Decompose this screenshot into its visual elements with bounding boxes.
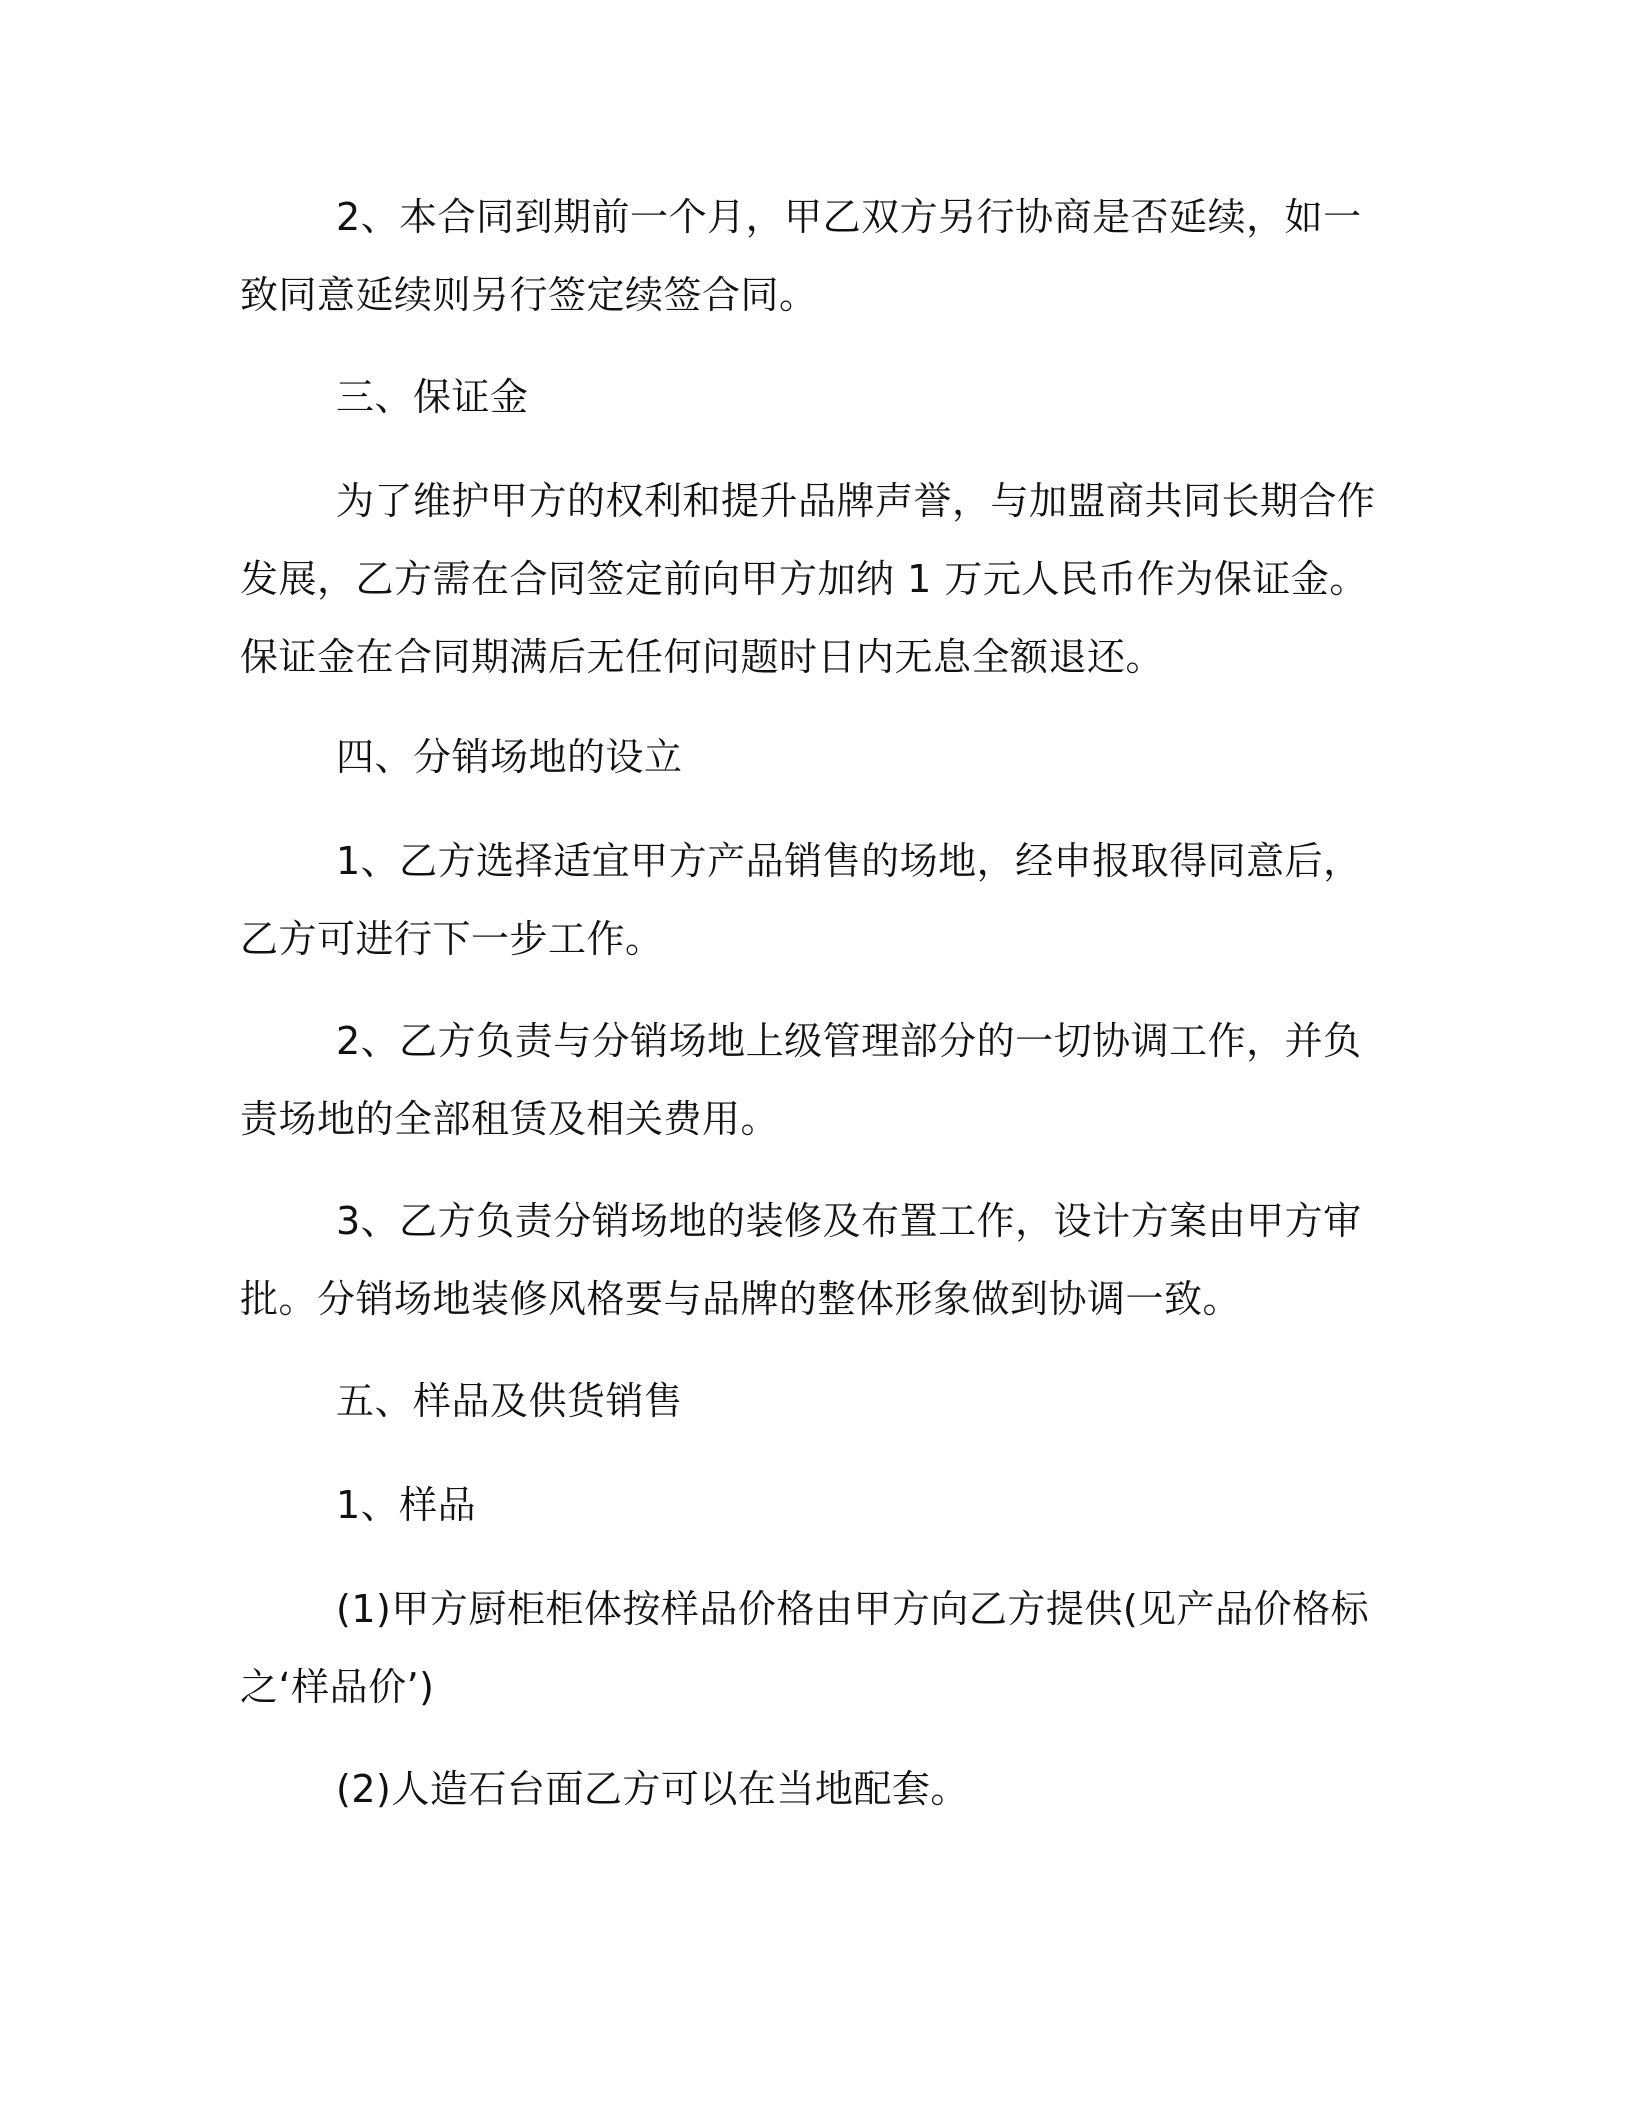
heading-deposit	[240, 358, 1400, 436]
section-heading: 三、保证金	[336, 375, 529, 419]
paragraph-text: 为了维护甲方的权利和提升品牌声誉，与加盟商共同长期合作发展，乙方需在合同签定前向甲方加纳 1 万元人民币作为保证金。保证金在合同期满后无任何问题时日内无息全额退还。	[240, 479, 1376, 679]
paragraph-renewal	[240, 178, 1400, 334]
paragraph-site-coordination	[240, 1002, 1400, 1158]
paragraph-countertop	[240, 1750, 1400, 1828]
sub-heading: 1、样品	[336, 1483, 477, 1527]
section-heading: 四、分销场地的设立	[336, 735, 683, 779]
paragraph-site-decoration	[240, 1182, 1400, 1338]
paragraph-text: 2、本合同到期前一个月，甲乙双方另行协商是否延续，如一致同意延续则另行签定续签合同。	[240, 195, 1362, 317]
paragraph-sample-price	[240, 1570, 1400, 1726]
paragraph-site-selection	[240, 822, 1400, 978]
paragraph-text: 1、乙方选择适宜甲方产品销售的场地，经申报取得同意后，乙方可进行下一步工作。	[240, 839, 1362, 961]
paragraph-text: 3、乙方负责分销场地的装修及布置工作，设计方案由甲方审批。分销场地装修风格要与品牌的整体形象做到协调一致。	[240, 1199, 1362, 1321]
heading-distribution-site	[240, 718, 1400, 796]
section-heading: 五、样品及供货销售	[336, 1379, 683, 1423]
paragraph-text: (2)人造石台面乙方可以在当地配套。	[336, 1767, 969, 1811]
heading-samples-supply	[240, 1362, 1400, 1440]
paragraph-text: 2、乙方负责与分销场地上级管理部分的一切协调工作，并负责场地的全部租赁及相关费用。	[240, 1019, 1362, 1141]
paragraph-deposit	[240, 462, 1400, 696]
paragraph-text: (1)甲方厨柜柜体按样品价格由甲方向乙方提供(见产品价格标之‘样品价’)	[240, 1587, 1370, 1709]
subheading-samples	[240, 1466, 1400, 1544]
